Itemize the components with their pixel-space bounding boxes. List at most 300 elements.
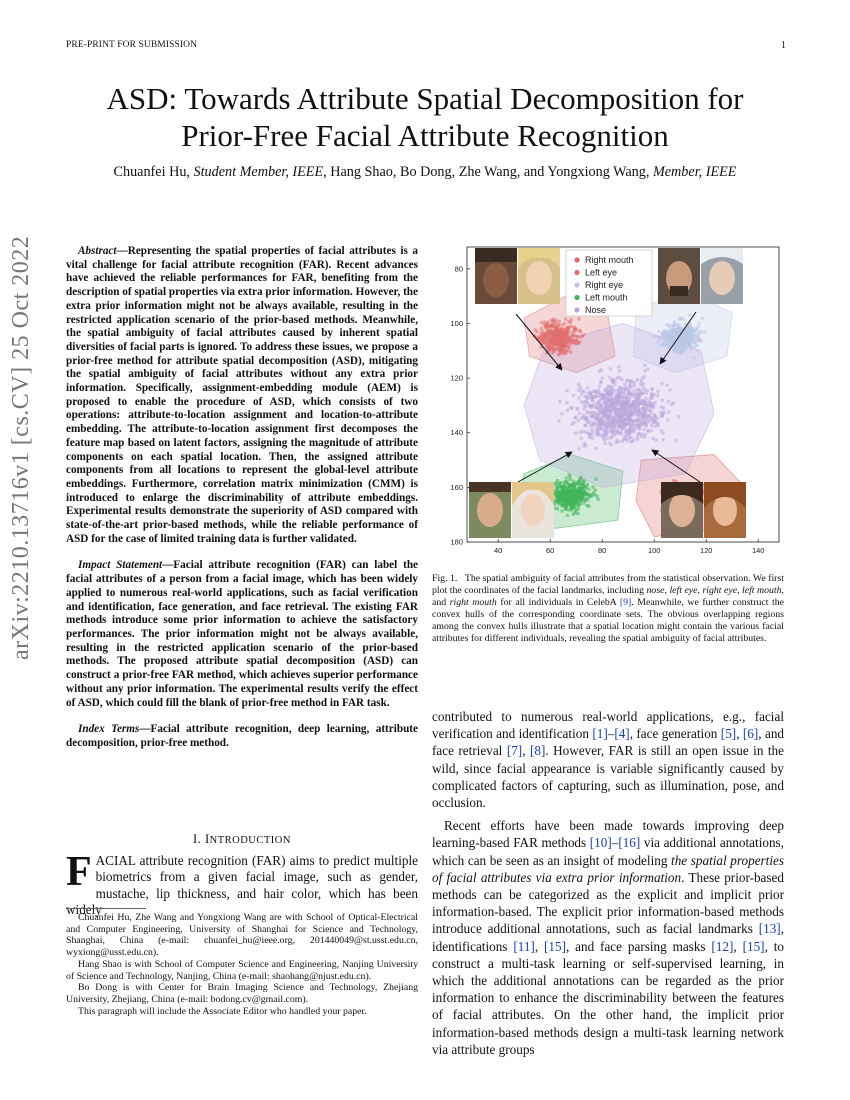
- data-point: [565, 480, 568, 483]
- data-point: [576, 335, 579, 338]
- data-point: [697, 322, 700, 325]
- data-point: [609, 367, 612, 370]
- data-point: [666, 418, 669, 421]
- face-thumbnail-2: [518, 248, 560, 304]
- data-point: [573, 416, 576, 419]
- data-point: [636, 378, 639, 381]
- data-point: [656, 394, 659, 397]
- text-run: Recent efforts have been made towards improving deep learning-based FAR methods: [432, 818, 784, 851]
- y-tick-label: 180: [450, 537, 463, 547]
- data-point: [590, 415, 593, 418]
- data-point: [633, 381, 636, 384]
- data-point: [688, 325, 691, 328]
- data-point: [571, 340, 574, 343]
- data-point: [569, 475, 572, 478]
- data-point: [631, 440, 634, 443]
- data-point: [565, 486, 568, 489]
- data-point: [664, 338, 667, 341]
- data-point: [630, 418, 633, 421]
- face-thumbnail-4: [701, 248, 743, 304]
- data-point: [632, 400, 635, 403]
- data-point: [572, 480, 575, 483]
- data-point: [651, 387, 654, 390]
- data-point: [558, 350, 561, 353]
- data-point: [652, 437, 655, 440]
- abstract-text: —Representing the spatial properties of facial attributes is a vital challenge for facial attribute recognition (FAR). Recent advances have achieved the reliable performances for FAR, benefiting from the description of spatial properties via extra prior information. However, the extra prior information might not be always available, resulting in the restricted application scenario of the prior-based methods. Meanwhile, the spatial ambiguity of facial attributes caused by inherent spatial diversities of facial parts is ignored. To address these issues, we propose a prior-free method for attribute spatial decomposition (ASD), mitigating the spatial ambiguity of facial attributes without any extra prior information. Specifically, assignment-embedding module (AEM) is proposed to enable the procedure of ASD, which consists of two operations: attribute-to-location assignment and location-to-attribute embedding. The attribute-to-location assignment first decomposes the feature map based on latent factors, assigning the magnitude of attribute components on each spatial location. Then, the assigned attribute components from all locations to represent the global-level attribute embeddings. Furthermore, correlation matrix minimization (CMM) is introduced to enlarge the discriminability of attribute embeddings. Experimental results demonstrate the superiority of ASD compared with state-of-the-art prior-based methods, while the reliable performance of ASD for the case of limited training data is further validated.: [66, 245, 418, 545]
- data-point: [559, 493, 562, 496]
- data-point: [576, 407, 579, 410]
- data-point: [599, 394, 602, 397]
- dropcap: F: [66, 849, 92, 895]
- legend-label: Right mouth: [585, 255, 634, 265]
- data-point: [656, 417, 659, 420]
- footnote-1: Chuanfei Hu, Zhe Wang and Yongxiong Wang are with School of Optical-Electrical and Computer Engineering, University of Shanghai for Science and Technology, Shanghai, China (e-mail: chuanfei_hu@ieee.org, 201440049@st.usst.edu.cn, wyxiong@usst.edu.cn).: [66, 912, 418, 959]
- caption-sep: ,: [697, 584, 703, 596]
- citation-link[interactable]: [6]: [742, 726, 759, 742]
- data-point: [629, 436, 632, 439]
- citation-link[interactable]: [8]: [529, 743, 546, 759]
- text-run: . However, FAR is still an open issue in the wild, since facial appearance is variable significantly caused by complicated factors of capturing, such as illumination, pose, and occlusion.: [432, 743, 785, 811]
- data-point: [602, 410, 605, 413]
- face-thumbnail-5: [469, 482, 511, 538]
- data-point: [638, 402, 641, 405]
- data-point: [565, 401, 568, 404]
- caption-text-2: for all individuals in CelebA: [496, 596, 620, 608]
- data-point: [579, 476, 582, 479]
- data-point: [684, 339, 687, 342]
- data-point: [685, 329, 688, 332]
- author-1-role: Student Member, IEEE: [193, 164, 324, 180]
- data-point: [542, 332, 545, 335]
- data-point: [652, 418, 655, 421]
- arxiv-stamp-text: arXiv:2210.13716v1 [cs.CV] 25 Oct 2022: [8, 235, 34, 660]
- data-point: [609, 387, 612, 390]
- data-point: [695, 350, 698, 353]
- data-point: [618, 369, 621, 372]
- data-point: [628, 392, 631, 395]
- data-point: [580, 498, 583, 501]
- data-point: [571, 488, 574, 491]
- data-point: [696, 344, 699, 347]
- data-point: [606, 397, 609, 400]
- data-point: [567, 345, 570, 348]
- data-point: [560, 347, 563, 350]
- data-point: [683, 346, 686, 349]
- text-run: ,: [522, 743, 530, 759]
- data-point: [660, 405, 663, 408]
- data-point: [656, 422, 659, 425]
- face-thumbnail-3: [658, 248, 700, 304]
- data-point: [573, 506, 576, 509]
- data-point: [619, 376, 622, 379]
- data-point: [643, 428, 646, 431]
- data-point: [696, 339, 699, 342]
- data-point: [572, 394, 575, 397]
- data-point: [612, 426, 615, 429]
- data-point: [616, 429, 619, 432]
- data-point: [602, 397, 605, 400]
- data-point: [558, 400, 561, 403]
- data-point: [618, 386, 621, 389]
- data-point: [662, 432, 665, 435]
- face-thumbnail-6: [512, 482, 554, 538]
- data-point: [549, 319, 552, 322]
- data-point: [560, 509, 563, 512]
- text-run: –: [611, 835, 619, 851]
- data-point: [611, 397, 614, 400]
- data-point: [648, 409, 651, 412]
- y-tick-label: 120: [450, 373, 463, 383]
- text-run: ,: [733, 938, 743, 954]
- figure-1: [432, 242, 784, 560]
- chart-legend: [566, 250, 652, 316]
- data-point: [542, 337, 545, 340]
- data-point: [566, 336, 569, 339]
- citation-link[interactable]: [13]: [758, 921, 781, 937]
- data-point: [623, 383, 626, 386]
- data-point: [574, 339, 577, 342]
- intro-text: attribute recognition (FAR) aims to predict multiple biometrics from a given facial image, such as gender, mustache, lip thickness, and hair color, which has been widely: [66, 853, 418, 917]
- data-point: [591, 437, 594, 440]
- data-point: [664, 344, 667, 347]
- data-point: [586, 411, 589, 414]
- data-point: [625, 379, 628, 382]
- data-point: [675, 439, 678, 442]
- data-point: [685, 332, 688, 335]
- face-thumbnail-1: [475, 248, 517, 304]
- data-point: [643, 421, 646, 424]
- data-point: [610, 421, 613, 424]
- data-point: [585, 396, 588, 399]
- data-point: [557, 419, 560, 422]
- data-point: [598, 384, 601, 387]
- x-tick-label: 80: [598, 546, 607, 555]
- index-terms-label: Index Terms: [78, 723, 140, 736]
- data-point: [615, 395, 618, 398]
- data-point: [574, 342, 577, 345]
- data-point: [572, 484, 575, 487]
- data-point: [556, 343, 559, 346]
- data-point: [673, 350, 676, 353]
- data-point: [608, 376, 611, 379]
- data-point: [701, 317, 704, 320]
- data-point: [560, 336, 563, 339]
- legend-label: Left mouth: [585, 292, 628, 303]
- y-tick-label: 80: [454, 264, 463, 274]
- data-point: [672, 401, 675, 404]
- legend-marker: [574, 295, 579, 300]
- data-point: [597, 498, 600, 501]
- data-point: [578, 480, 581, 483]
- data-point: [590, 396, 593, 399]
- data-point: [547, 349, 550, 352]
- page-number: 1: [781, 40, 786, 51]
- impact-label: Impact Statement: [78, 559, 163, 572]
- legend-marker: [574, 270, 579, 275]
- data-point: [638, 419, 641, 422]
- data-point: [630, 423, 633, 426]
- data-point: [598, 424, 601, 427]
- data-point: [637, 392, 640, 395]
- data-point: [613, 420, 616, 423]
- data-point: [560, 498, 563, 501]
- data-point: [662, 342, 665, 345]
- data-point: [626, 430, 629, 433]
- data-point: [570, 499, 573, 502]
- data-point: [692, 356, 695, 359]
- data-point: [623, 403, 626, 406]
- citation-link[interactable]: [12]: [711, 938, 734, 954]
- citation-link[interactable]: [16]: [618, 835, 641, 851]
- impact-text: —Facial attribute recognition (FAR) can label the facial attributes of a person from a facial image, which has been widely applied to numerous real-world applications, such as facial verification and identification, face generation, and face retrieval. The existing FAR methods introduce some prior information to achieve the satisfactory performances. The prior information might not be always available, resulting in the restricted application scenario of the prior-based methods. The proposed attribute spatial decomposition (ASD) can construct a prior-free FAR method, which achieves superior performance without any prior information. The experimental results verify the effect of ASD, which could fill the blank of prior-free method in FAR task.: [66, 559, 419, 709]
- data-point: [647, 418, 650, 421]
- citation-link[interactable]: [7]: [506, 743, 523, 759]
- data-point: [564, 500, 567, 503]
- data-point: [644, 433, 647, 436]
- caption-text-3: . Meanwhile, we further construct the convex hulls of the corresponding coordinate sets. The obvious overlapping regions among the convex hulls illustrate that a spatial location might contain the various facial attributes for different individuals, revealing the spatial ambiguity of facial attributes.: [432, 596, 784, 644]
- data-point: [642, 386, 645, 389]
- citation-link[interactable]: [1]: [592, 726, 608, 742]
- landmark-scatter-chart: [432, 242, 784, 560]
- section-title-rest: NTRODUCTION: [209, 835, 291, 846]
- data-point: [605, 426, 608, 429]
- data-point: [595, 413, 598, 416]
- caption-sep: , and: [432, 584, 784, 608]
- data-point: [603, 419, 606, 422]
- data-point: [561, 323, 564, 326]
- data-point: [580, 486, 583, 489]
- data-point: [565, 505, 568, 508]
- citation-link[interactable]: [15]: [742, 938, 765, 954]
- data-point: [695, 327, 698, 330]
- data-point: [606, 419, 609, 422]
- data-point: [577, 447, 580, 450]
- y-tick-label: 140: [450, 428, 463, 438]
- data-point: [567, 349, 570, 352]
- data-point: [639, 390, 642, 393]
- data-point: [609, 443, 612, 446]
- data-point: [646, 368, 649, 371]
- data-point: [604, 405, 607, 408]
- data-point: [615, 406, 618, 409]
- data-point: [555, 490, 558, 493]
- data-point: [557, 323, 560, 326]
- data-point: [640, 435, 643, 438]
- data-point: [607, 391, 610, 394]
- data-point: [562, 328, 565, 331]
- data-point: [668, 388, 671, 391]
- data-point: [570, 507, 573, 510]
- data-point: [572, 513, 575, 516]
- legend-label: Nose: [585, 305, 607, 315]
- data-point: [637, 409, 640, 412]
- data-point: [581, 494, 584, 497]
- data-point: [642, 418, 645, 421]
- data-point: [601, 377, 604, 380]
- data-point: [584, 430, 587, 433]
- caption-label: Fig. 1.: [432, 573, 458, 584]
- data-point: [579, 386, 582, 389]
- paragraph-2: [432, 817, 784, 1058]
- data-point: [583, 407, 586, 410]
- section-heading-introduction: [66, 832, 418, 847]
- data-point: [556, 507, 559, 510]
- data-point: [578, 412, 581, 415]
- data-point: [566, 327, 569, 330]
- data-point: [564, 318, 567, 321]
- data-point: [665, 384, 668, 387]
- data-point: [577, 317, 580, 320]
- legend-marker: [574, 257, 579, 262]
- footnote-4: This paragraph will include the Associate Editor who handled your paper.: [78, 1005, 367, 1017]
- data-point: [554, 321, 557, 324]
- data-point: [607, 408, 610, 411]
- data-point: [575, 500, 578, 503]
- data-point: [615, 438, 618, 441]
- data-point: [550, 351, 553, 354]
- data-point: [654, 425, 657, 428]
- x-tick-label: 40: [494, 546, 503, 555]
- data-point: [557, 329, 560, 332]
- data-point: [675, 333, 678, 336]
- data-point: [662, 411, 665, 414]
- data-point: [590, 410, 593, 413]
- data-point: [636, 435, 639, 438]
- data-point: [594, 447, 597, 450]
- data-point: [595, 422, 598, 425]
- data-point: [643, 369, 646, 372]
- data-point: [636, 438, 639, 441]
- data-point: [616, 376, 619, 379]
- data-point: [565, 476, 568, 479]
- paragraph-1: [432, 708, 784, 811]
- right-column-text: [432, 708, 784, 1058]
- data-point: [566, 409, 569, 412]
- data-point: [676, 347, 679, 350]
- data-point: [616, 401, 619, 404]
- data-point: [690, 338, 693, 341]
- citation-link[interactable]: [5]: [720, 726, 737, 742]
- data-point: [642, 413, 645, 416]
- abstract: [66, 245, 418, 546]
- data-point: [699, 340, 702, 343]
- data-point: [591, 399, 594, 402]
- data-point: [582, 414, 585, 417]
- data-point: [689, 344, 692, 347]
- footnote-2: Hang Shao is with School of Computer Science and Engineering, Nanjing University of Science and Technology, Nanjing, China (e-mail: shaohang@njust.edu.cn).: [66, 958, 418, 982]
- data-point: [567, 320, 570, 323]
- caption-sep: ,: [737, 584, 743, 596]
- caption-text-1: The spatial ambiguity of facial attributes from the statistical observation. We first plot the coordinates of the facial landmarks, including: [432, 573, 784, 596]
- footnote-rule: [66, 908, 146, 909]
- data-point: [604, 442, 607, 445]
- data-point: [694, 333, 697, 336]
- running-head: PRE-PRINT FOR SUBMISSION: [66, 40, 198, 50]
- citation-link[interactable]: [10]: [589, 835, 612, 851]
- data-point: [611, 392, 614, 395]
- data-point: [658, 339, 661, 342]
- data-point: [538, 335, 541, 338]
- x-tick-label: 140: [751, 546, 765, 555]
- data-point: [598, 428, 601, 431]
- data-point: [606, 415, 609, 418]
- data-point: [561, 351, 564, 354]
- citation-link[interactable]: [11]: [513, 938, 535, 954]
- data-point: [540, 321, 543, 324]
- legend-label: Right eye: [585, 280, 624, 290]
- data-point: [624, 409, 627, 412]
- data-point: [629, 386, 632, 389]
- data-point: [562, 331, 565, 334]
- data-point: [595, 433, 598, 436]
- data-point: [613, 416, 616, 419]
- data-point: [602, 432, 605, 435]
- data-point: [623, 387, 626, 390]
- face-thumbnail-7: [661, 482, 703, 538]
- data-point: [561, 490, 564, 493]
- data-point: [637, 424, 640, 427]
- data-point: [578, 396, 581, 399]
- legend-marker: [574, 307, 579, 312]
- data-point: [603, 402, 606, 405]
- data-point: [672, 328, 675, 331]
- data-point: [634, 423, 637, 426]
- data-point: [600, 368, 603, 371]
- data-point: [562, 503, 565, 506]
- data-point: [584, 499, 587, 502]
- data-point: [657, 390, 660, 393]
- data-point: [566, 341, 569, 344]
- text-run: . These prior-based methods can be categorized as the explicit and implicit prior information-based. The explicit prior information-based methods introduce additional annotations, such as facial landmarks: [432, 869, 784, 937]
- data-point: [550, 325, 553, 328]
- data-point: [618, 412, 621, 415]
- data-point: [597, 400, 600, 403]
- data-point: [557, 499, 560, 502]
- data-point: [668, 326, 671, 329]
- data-point: [641, 377, 644, 380]
- caption-citation[interactable]: [9]: [619, 596, 632, 608]
- data-point: [675, 323, 678, 326]
- data-point: [627, 389, 630, 392]
- data-point: [610, 402, 613, 405]
- data-point: [619, 417, 622, 420]
- data-point: [619, 432, 622, 435]
- index-terms-text: —Facial attribute recognition, deep learning, attribute decomposition, prior-free method.: [66, 723, 418, 749]
- data-point: [577, 383, 580, 386]
- citation-link[interactable]: [4]: [614, 726, 630, 742]
- data-point: [628, 397, 631, 400]
- data-point: [693, 346, 696, 349]
- text-run: contributed to numerous real-world applications, e.g., facial verification and identification: [432, 709, 784, 742]
- caption-right-eye: right eye: [702, 584, 738, 596]
- legend-marker: [574, 282, 579, 287]
- data-point: [556, 481, 559, 484]
- data-point: [594, 489, 597, 492]
- data-point: [573, 326, 576, 329]
- data-point: [583, 424, 586, 427]
- data-point: [570, 492, 573, 495]
- citation-link[interactable]: [15]: [543, 938, 566, 954]
- intro-first-word: ACIAL: [95, 853, 136, 868]
- data-point: [586, 417, 589, 420]
- data-point: [571, 333, 574, 336]
- data-point: [642, 382, 645, 385]
- data-point: [633, 384, 636, 387]
- data-point: [648, 399, 651, 402]
- caption-left-mouth: left mouth: [742, 584, 782, 596]
- text-run: , face generation: [629, 726, 721, 742]
- data-point: [680, 317, 683, 320]
